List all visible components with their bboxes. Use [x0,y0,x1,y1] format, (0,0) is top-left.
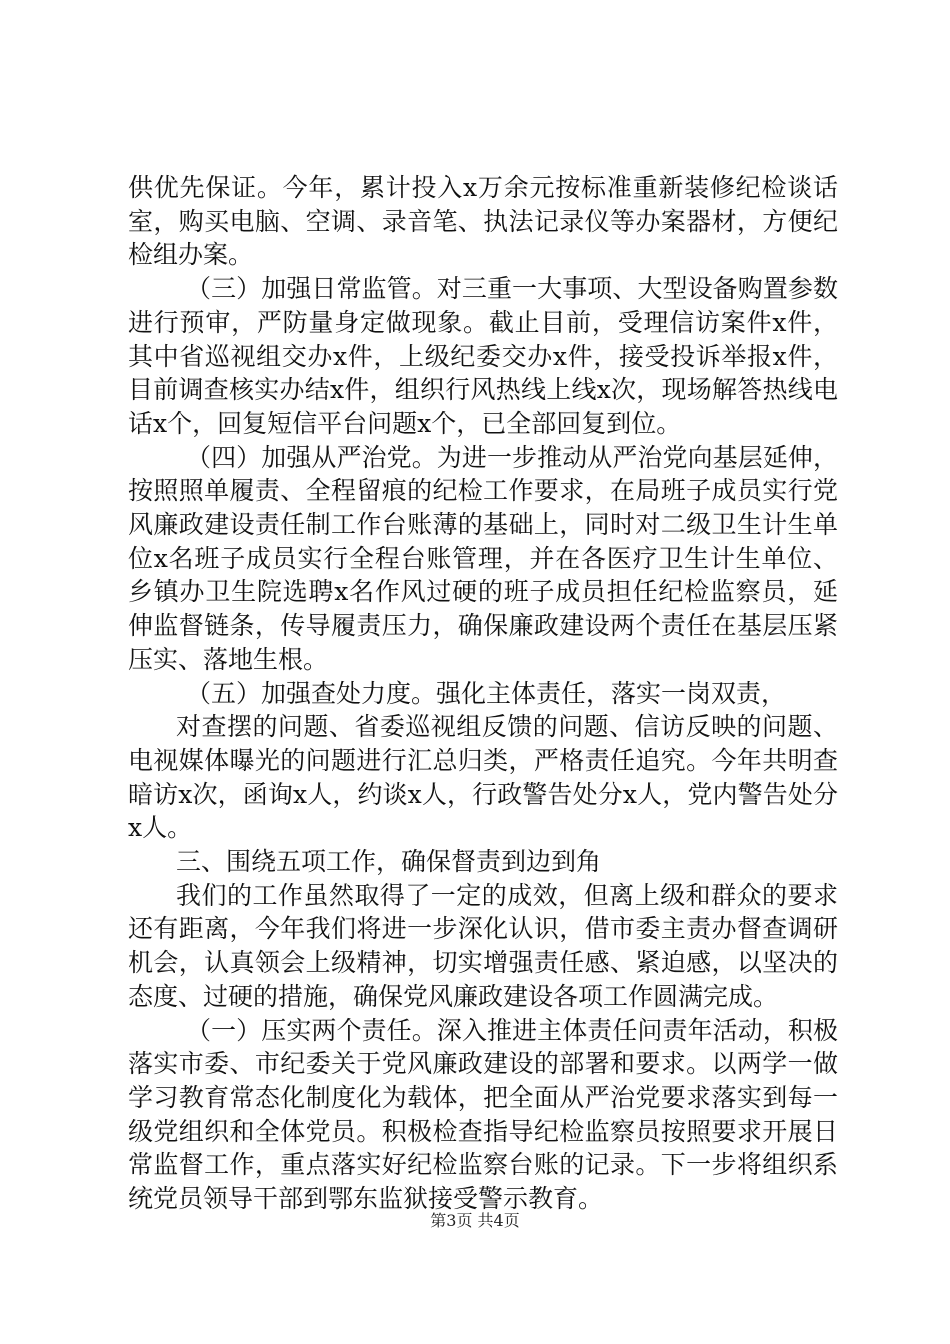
page-footer: 第3页 共4页 [430,1211,520,1230]
paragraph-item-1: （一）压实两个责任。深入推进主体责任问责年活动，积极落实市委、市纪委关于党风廉政建设的部署和要求。以两学一做学习教育常态化制度化为载体，把全面从严治党要求落实到每一级党组织和全体党员。积极检查指导纪检监察员按照要求开展日常监督工作，重点落实好纪检监察台账的记录。下一步将组织系统党员领导干部到鄂东监狱接受警示教育。 [128,1015,838,1214]
paragraph-section-4: （四）加强从严治党。为进一步推动从严治党向基层延伸，按照照单履责、全程留痕的纪检工作要求，在局班子成员实行党风廉政建设责任制工作台账薄的基础上，同时对二级卫生计生单位x名班子成员实行全程台账管理，并在各医疗卫生计生单位、乡镇办卫生院选聘x名作风过硬的班子成员担任纪检监察员，延伸监督链条，传导履责压力，确保廉政建设两个责任在基层压紧压实、落地生根。 [128,442,838,674]
paragraph-section-5-detail: 对查摆的问题、省委巡视组反馈的问题、信访反映的问题、电视媒体曝光的问题进行汇总归类，严格责任追究。今年共明查暗访x次，函询x人，约谈x人，行政警告处分x人，党内警告处分x人。 [128,712,838,843]
paragraph-continuation: 供优先保证。今年，累计投入x万余元按标准重新装修纪检谈话室，购买电脑、空调、录音笔、执法记录仪等办案器材，方便纪检组办案。 [128,173,838,270]
paragraph-section-3: （三）加强日常监管。对三重一大事项、大型设备购置参数进行预审，严防量身定做现象。截止目前，受理信访案件x件，其中省巡视组交办x件，上级纪委交办x件，接受投诉举报x件，目前调查核实办结x件，组织行风热线上线x次，现场解答热线电话x个，回复短信平台问题x个，已全部回复到位。 [128,274,838,438]
section-heading-3: 三、围绕五项工作，确保督责到边到角 [176,847,602,877]
paragraph-section-5: （五）加强查处力度。强化主体责任，落实一岗双责， [186,678,787,708]
document-body [128,171,838,1216]
paragraph-intro: 我们的工作虽然取得了一定的成效，但离上级和群众的要求还有距离，今年我们将进一步深化认识，借市委主责办督查调研机会，认真领会上级精神，切实增强责任感、紧迫感，以坚决的态度、过硬的措施，确保党风廉政建设各项工作圆满完成。 [128,880,838,1011]
